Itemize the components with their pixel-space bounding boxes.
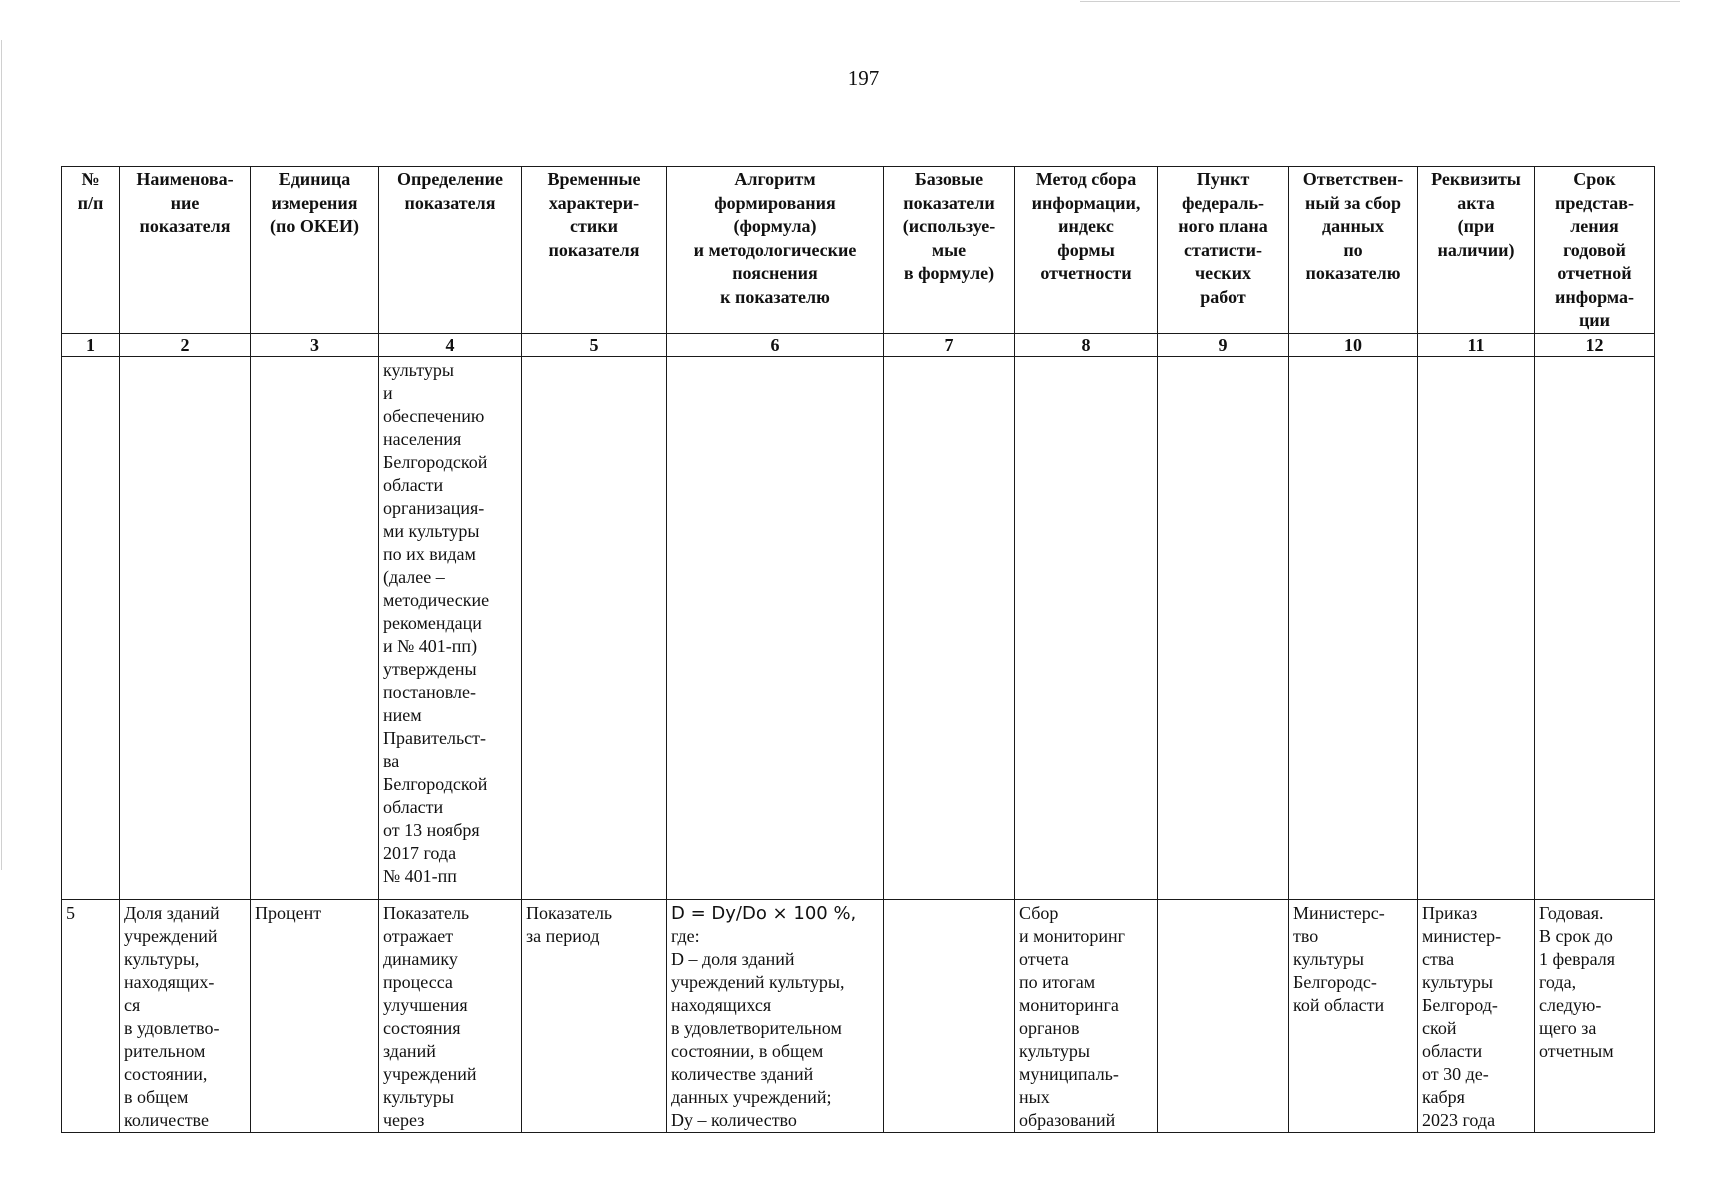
- table-cell: [1535, 356, 1655, 899]
- header-cell-3: Единица измерения (по ОКЕИ): [251, 167, 379, 334]
- page-number: 197: [847, 66, 880, 90]
- column-number-cell: 4: [379, 333, 522, 356]
- table-cell: [1015, 356, 1158, 899]
- table-cell: [667, 356, 884, 899]
- table-header-row: [62, 167, 1655, 334]
- table-cell: [251, 356, 379, 899]
- header-cell-1: № п/п: [62, 167, 120, 334]
- header-cell-7: Базовые показатели (используе- мые в формуле): [884, 167, 1015, 334]
- scan-edge-left: [1, 40, 2, 870]
- collection-method-cell: Сбор и мониторинг отчета по итогам мониторинга органов культуры муниципаль- ных образований: [1015, 899, 1158, 1132]
- deadline-cell: Годовая. В срок до 1 февраля года, следую- щего за отчетным: [1535, 899, 1655, 1132]
- table-cell: [1418, 356, 1535, 899]
- table-cell: [522, 356, 667, 899]
- header-cell-10: Ответствен- ный за сбор данных по показателю: [1289, 167, 1418, 334]
- column-number-cell: 9: [1158, 333, 1289, 356]
- unit-cell: Процент: [251, 899, 379, 1132]
- row-number-cell: 5: [62, 899, 120, 1132]
- header-cell-12: Срок представ- ления годовой отчетной информа- ции: [1535, 167, 1655, 334]
- header-cell-4: Определение показателя: [379, 167, 522, 334]
- base-indicators-cell: [884, 899, 1015, 1132]
- definition-cell: Показатель отражает динамику процесса улучшения состояния зданий учреждений культуры через: [379, 899, 522, 1132]
- table-row-5: [62, 899, 1655, 1132]
- header-cell-6: Алгоритм формирования (формула) и методологические пояснения к показателю: [667, 167, 884, 334]
- formula-text: D = Dy/Do × 100 %,: [671, 902, 857, 924]
- indicator-table: [61, 166, 1655, 1133]
- header-cell-8: Метод сбора информации, индекс формы отчетности: [1015, 167, 1158, 334]
- column-number-cell: 5: [522, 333, 667, 356]
- header-cell-9: Пункт федераль- ного плана статисти- ческих работ: [1158, 167, 1289, 334]
- header-cell-11: Реквизиты акта (при наличии): [1418, 167, 1535, 334]
- column-number-cell: 11: [1418, 333, 1535, 356]
- column-number-cell: 7: [884, 333, 1015, 356]
- act-details-cell: Приказ министер- ства культуры Белгород- ской области от 30 де- кабря 2023 года: [1418, 899, 1535, 1132]
- column-number-cell: 6: [667, 333, 884, 356]
- algorithm-cell: [667, 899, 884, 1132]
- table-cell: [1289, 356, 1418, 899]
- algorithm-explanation: где: D – доля зданий учреждений культуры, находящихся в удовлетворительном состоянии, в общем количестве зданий данных учреждений; Dy – количество: [671, 925, 845, 1130]
- definition-cell: культуры и обеспечению населения Белгородской области организация- ми культуры по их видам (далее – методические рекомендаци и № 401-пп) утверждены постановле- нием Правительст- ва Белгородской области от 13 ноября 2017 года № 401-пп: [379, 356, 522, 899]
- table-cell: [1158, 356, 1289, 899]
- column-number-row: [62, 333, 1655, 356]
- scan-edge-top: [1080, 1, 1680, 2]
- header-cell-5: Временные характери- стики показателя: [522, 167, 667, 334]
- table-cell: [884, 356, 1015, 899]
- table-cell: [62, 356, 120, 899]
- table-row-continuation: [62, 356, 1655, 899]
- responsible-cell: Министерс- тво культуры Белгородс- кой области: [1289, 899, 1418, 1132]
- federal-plan-cell: [1158, 899, 1289, 1132]
- column-number-cell: 12: [1535, 333, 1655, 356]
- column-number-cell: 3: [251, 333, 379, 356]
- column-number-cell: 2: [120, 333, 251, 356]
- table-cell: [120, 356, 251, 899]
- column-number-cell: 1: [62, 333, 120, 356]
- indicator-name-cell: Доля зданий учреждений культуры, находящих- ся в удовлетво- рительном состоянии, в общем количестве: [120, 899, 251, 1132]
- column-number-cell: 8: [1015, 333, 1158, 356]
- time-characteristics-cell: Показатель за период: [522, 899, 667, 1132]
- header-cell-2: Наименова- ние показателя: [120, 167, 251, 334]
- column-number-cell: 10: [1289, 333, 1418, 356]
